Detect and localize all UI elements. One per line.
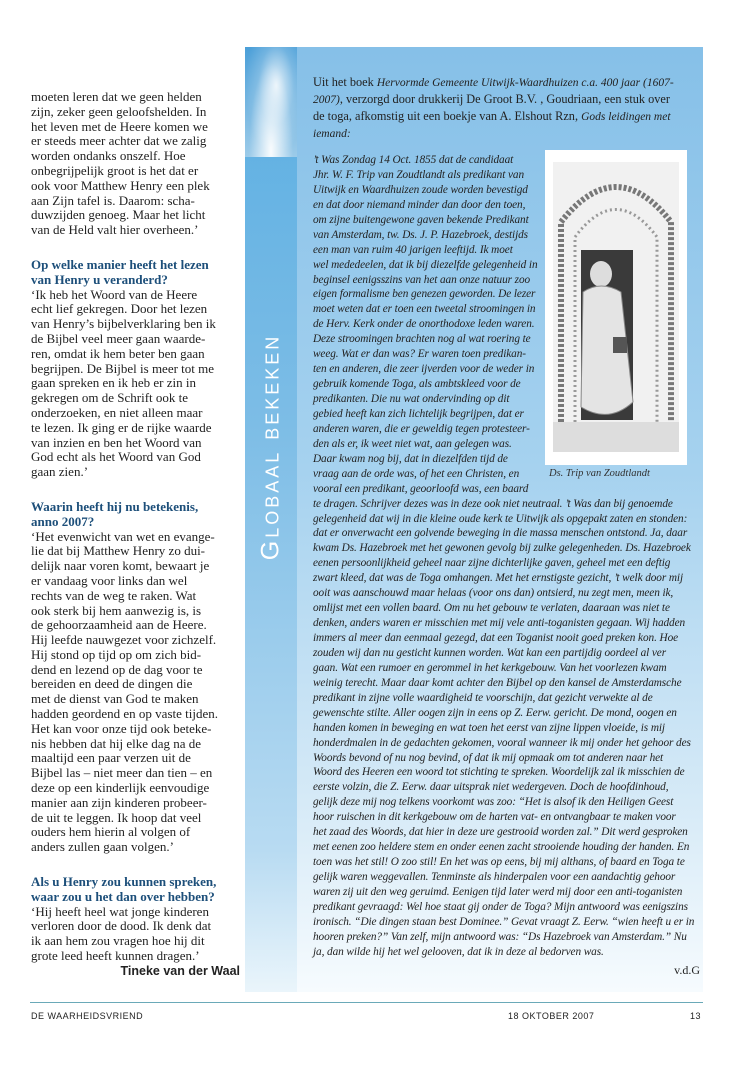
answer-text-line: manier aan zijn kinderen probeer- — [31, 794, 207, 810]
answer-text-line: van de Held valt hier overheen.’ — [31, 222, 199, 238]
story-line: ooit was aanschouwd maar helaas (voor ons dan) ontsierd, nu zegt men, meen ik, — [313, 587, 674, 600]
story-line: ’t Was Zondag 14 Oct. 1855 dat de candidaat — [313, 154, 514, 166]
booklet-title: Gods leidingen met — [581, 111, 671, 123]
story-line: denken, anders waren er misschien met mij vele anti-toganisten gegaan. Wij hadden — [313, 617, 686, 630]
story-line: ten en anderen, die zeer ijverden voor de weder in — [313, 363, 535, 376]
author-name: Tineke van der Waal — [120, 963, 240, 978]
story-line: van Amsterdam, tw. Ds. J. P. Hazebroek, destijds — [313, 228, 528, 241]
story-line: eenen persoonlijkheid geheel naar zijne dichterlijke gaven, geheel met een deftig — [313, 557, 671, 570]
answer-text-line: ‘Ik heb het Woord van de Heere — [31, 286, 198, 302]
answer-text-line: maaltijd een paar verzen uit de — [31, 750, 191, 766]
story-line: dat er onverwacht een golvende beweging in die massa menschen ontstond. Ja, daar — [313, 527, 688, 540]
answer-text-line: duwzijden genoeg. Maar het licht — [31, 207, 206, 223]
footer-rule — [30, 1002, 703, 1003]
answer-text-line: van inzien en ben het Woord van — [31, 434, 202, 450]
answer-text-line: hadden geordend en op vaste tijden. — [31, 706, 218, 722]
answer-text-line: begrijpen. De Bijbel is meer tot me — [31, 360, 215, 376]
story-line: predikant gevraagd: Wel hoe staat gij onder de Toga? Mijn antwoord was eenigszins — [313, 900, 688, 913]
story-line: Jhr. W. F. Trip van Zoudtlandt als predikant van — [313, 168, 525, 181]
spacer — [31, 855, 246, 875]
answer-text-line: de uit te leggen. Ik hoop dat veel — [31, 809, 202, 825]
spacer — [31, 480, 246, 500]
story-line: vooral een predikant, geoorloofd was, een baard — [313, 482, 529, 495]
story-line: gewenschte stilte. Aller oogen zijn in eens op Z. Eerw. gericht. De mond, oogen en — [313, 706, 677, 719]
answer-text-line: deze op een kinderlijk eenvoudige — [31, 780, 210, 796]
signature: v.d.G — [674, 963, 700, 977]
answer-text-line: ‘Het evenwicht van wet en evange- — [31, 528, 215, 544]
answer-text-line: ‘Hij heeft heel wat jonge kinderen — [31, 903, 209, 919]
story-line: gelegenheid dat wij in die kleine oude kerk te Uitwijk als opgepakt zaten en stonden: — [313, 512, 688, 525]
issue-date: 18 OKTOBER 2007 — [508, 1011, 595, 1021]
answer-text-line: rechts van de weg te raken. Wat — [31, 587, 197, 603]
question-heading: Op welke manier heeft het lezen — [31, 256, 209, 272]
story-line: kwam Ds. Hazebroek met het gewonen gevolg bij zulke gelegenheden. Ds. Hazebroek — [313, 542, 691, 555]
answer-text-line: zijn, zeker geen geloofshelden. In — [31, 103, 207, 119]
story-line: weeg. Wat er dan was? Er waren toen predikan- — [313, 348, 526, 361]
answer-text-line: ook sterk bij hem aanwezig is, is — [31, 602, 202, 618]
story-line: de Herv. Kerk onder de onorthodoxe leden waren. — [313, 318, 535, 331]
intro-paragraph — [313, 74, 705, 142]
answer-text-line: ik aan hem zou vragen hoe hij dit — [31, 933, 205, 949]
answer-text-line: verloren door de dood. Ik denk dat — [31, 918, 212, 934]
story-line: gaan. Wat een rumoer en gerommel in het kerkgebouw. Van het voorlezen kwam — [313, 661, 667, 674]
portrait-image — [553, 162, 679, 452]
publication-name: DE WAARHEIDSVRIEND — [31, 1011, 144, 1021]
answer-text-line: aan Zijn tafel is. Daarom: scha- — [31, 192, 195, 208]
answer-text-line: bereiden en deed de dingen die — [31, 676, 193, 692]
left-column — [31, 90, 246, 979]
answer-text-line: Het kan voor onze tijd ook beteke- — [31, 720, 212, 736]
story-line: Deze stroomingen brachten nog al wat roering te — [313, 333, 531, 346]
story-line: hooren preken?” Van zelf, mijn antwoord was: “Ds Hazebroek van Amsterdam.” Nu — [313, 930, 687, 943]
story-line: predikant in zijne volle waardigheid te voorschijn, dat gezicht verwekte al de — [313, 691, 653, 704]
story-line: een man van ruim 40 jarigen leeftijd. Ik moet — [313, 243, 513, 256]
question-heading: van Henry u veranderd? — [31, 271, 168, 287]
sky-image — [245, 47, 297, 157]
story-line: immers al meer dan eenmaal gezegd, dat een Toganist nooit goed preken kon. Hoe — [313, 632, 679, 644]
story-line: om zijne buitengewone gaven bekende Predikant — [313, 213, 529, 226]
story-line: waren zij uit den weg geruimd. Eenigen tijd later werd mij door een anti-toganisten — [313, 885, 683, 898]
story-line: en dat door niemand minder dan door den toen, — [313, 198, 526, 211]
intro-text: de toga, afkomstig uit een boekje van A. Elshout Rzn, — [313, 109, 582, 123]
story-line: eigen formalisme ben genezen geworden. De lezer — [313, 288, 536, 301]
answer-text-line: gaan spreken en ik heb er zin in — [31, 375, 196, 391]
story-line: het zaad des Woords, dat hier in deze ure gestrooid worden zal.” Dit werd gesproken — [313, 826, 688, 839]
story-line: ja, dan wilde hij het wel gelooven, dat ik in deze al bedorven was. — [313, 945, 604, 958]
story-line: gebied heeft kan zich lichtelijk begrijpen, dat er — [313, 407, 524, 420]
story-line: handen komen in beweging en wat toen het eerst van zijne lippen vloeide, is mij — [313, 721, 665, 734]
story-line: weinig terecht. Maar daar komt achter den Bijbel op den kansel de Amsterdamsche — [313, 676, 682, 689]
story-line: wel mededeelen, dat ik bij diezelfde gelegenheid in — [313, 258, 538, 271]
story-line: met eenen zoo heldere stem en onder eenen zacht strooiende houding der handen. En — [313, 841, 690, 854]
answer-text-line: van Henry’s bijbelverklaring ben ik — [31, 316, 216, 332]
book-title: Hervormde Gemeente Uitwijk-Waardhuizen c.a. 400 jaar (1607- — [376, 77, 674, 89]
story-line: vraag aan de orde was, of het een Christen, en — [313, 467, 520, 480]
answer-text-line: ouders hem hierin al volgen of — [31, 824, 191, 840]
story-line: predikanten. Die nu wat ondervinding op dit — [313, 393, 510, 405]
story-line: anderen waren, die er geweldig tegen protesteer- — [313, 422, 530, 435]
story-line: Uitwijk en Waardhuizen zoude worden bevestigd — [313, 183, 528, 196]
answer-text-line: gekregen om de Schrift ook te — [31, 390, 189, 406]
spacer — [31, 238, 246, 258]
question-heading: anno 2007? — [31, 513, 95, 529]
story-line: gebruik komende Toga, als ambtskleed voor de — [313, 378, 521, 391]
answer-text-line: worden ondanks onszelf. Hoe — [31, 148, 186, 164]
answer-text-line: er vandaag voor links dan wel — [31, 572, 188, 588]
answer-text-line: God echt als het Woord van God — [31, 449, 201, 465]
story-line: gelijk deze mij nog telkens voorkomt was zoo: “Het is alsof ik den Heiligen Geest — [313, 796, 674, 809]
section-strip — [245, 47, 297, 992]
answer-text-line: Hij leefde nauwgezet voor zichzelf. — [31, 632, 217, 648]
answer-text-line: nis hebben dat hij elke dag na de — [31, 735, 202, 751]
question-heading: waar zou u het dan over hebben? — [31, 888, 215, 904]
answer-text-line: Bijbel las – niet meer dan tien – en — [31, 765, 213, 781]
answer-text-line: ook voor Matthew Henry een plek — [31, 177, 210, 193]
answer-text-line: de Bijbel veel meer gaan waarde- — [31, 330, 206, 346]
intro-text: , verzorgd door drukkerij De Groot B.V. , Goudriaan, een stuk over — [339, 92, 670, 106]
answer-text-line: delijk naar voren komt, bewaart je — [31, 558, 210, 574]
answer-text-line: grote leed heeft kunnen dragen.’ — [31, 948, 200, 964]
section-title: Globaal bekeken — [256, 333, 285, 561]
booklet-title: iemand: — [313, 128, 351, 140]
answer-text-line: onderzoeken, en niet alleen maar — [31, 404, 203, 420]
story-line: honderdmalen in de gedachten gekomen, vooral wanneer ik mij onder het gehoor des — [313, 736, 691, 749]
story-line: te dragen. Schrijver dezes was in deze ook niet neutraal. ’t Was dan bij genoemde — [313, 497, 673, 510]
story-line: hoor ruischen in dit kerkgebouw om de harten vat- en ontvangbaar te maken voor — [313, 811, 676, 824]
story-line: zwart kleed, dat was de Toga omhangen. Met het ernstigste gezicht, ’t welk door mij — [313, 572, 684, 585]
story-line: gelijk waren weggevallen. Tenminste als hinderpalen voor een aandachtig gehoor — [313, 871, 676, 883]
book-title: 2007) — [313, 94, 340, 106]
story-line: eerste volzin, die Z. Eerw. daar uitsprak niet wedergeven. Doch de hoofdinhoud, — [313, 781, 669, 794]
story-line: beginsel eenigsszins van het aan onze natuur zoo — [313, 273, 531, 286]
story-line: Daar kwam nog bij, dat in diezelfden tijd de — [313, 452, 508, 465]
answer-text-line: echt lief gekregen. Door het lezen — [31, 301, 208, 317]
answer-text-line: de gehoorzaamheid aan de Heere. — [31, 617, 207, 633]
story-line: zouden wij dan nu gesticht kunnen worden. Wat kan een partijdig oordeel al ver — [313, 646, 667, 659]
answer-text-line: lie dat bij Matthew Henry zo dui- — [31, 543, 206, 559]
story-line: Woord des Heeren een woord tot stichting te spreken. Woordelijk zal ik misschien de — [313, 766, 685, 779]
answer-text-line: dend en lezend op de dag voor te — [31, 661, 203, 677]
story-line: ironisch. “Die dingen staan best Dominee.” Gevat vraagt Z. Eerw. “wien heeft u er in — [313, 915, 695, 928]
answer-text-line: anders zullen gaan volgen.’ — [31, 839, 174, 855]
answer-text-line: met de dienst van God te maken — [31, 691, 199, 707]
answer-text-line: gaan zien.’ — [31, 464, 89, 480]
answer-text-line: onbegrijpelijk groot is het dat er — [31, 162, 199, 178]
question-heading: Als u Henry zou kunnen spreken, — [31, 874, 217, 890]
answer-text-line: er steeds meer achter dat we zalig — [31, 133, 207, 149]
answer-text-line: te lezen. Ik ging er de rijke waarde — [31, 419, 212, 435]
intro-text: Uit het boek — [313, 75, 377, 89]
story-line: den als er, ik weet niet wat, aan gelegen was. — [313, 437, 512, 450]
portrait-photo — [545, 150, 687, 465]
answer-text-line: Hij stond op tijd op om zich bid- — [31, 646, 202, 662]
photo-caption: Ds. Trip van Zoudtlandt — [549, 468, 650, 479]
story-line: toen was het stil! O zoo stil! En het was op eens, bij mij althans, of baard en Toga te — [313, 856, 685, 869]
story-line: Woords bevond of nu nog bevind, of dat ik mij opmaak om tot anderen naar het — [313, 751, 664, 764]
answer-text-line: ren, omdat ik hem beter ben gaan — [31, 345, 205, 361]
page-number: 13 — [690, 1011, 702, 1021]
answer-text-line: moeten leren dat we geen helden — [31, 89, 202, 104]
story-line: omlijst met een vollen baard. Om nu het gebouw te verlaten, daaraan was niet te — [313, 602, 670, 615]
story-line: moet weten dat er toen een tweetal stroomingen in — [313, 303, 536, 316]
question-heading: Waarin heeft hij nu betekenis, — [31, 498, 199, 514]
answer-text-line: het leven met de Heere komen we — [31, 118, 208, 134]
